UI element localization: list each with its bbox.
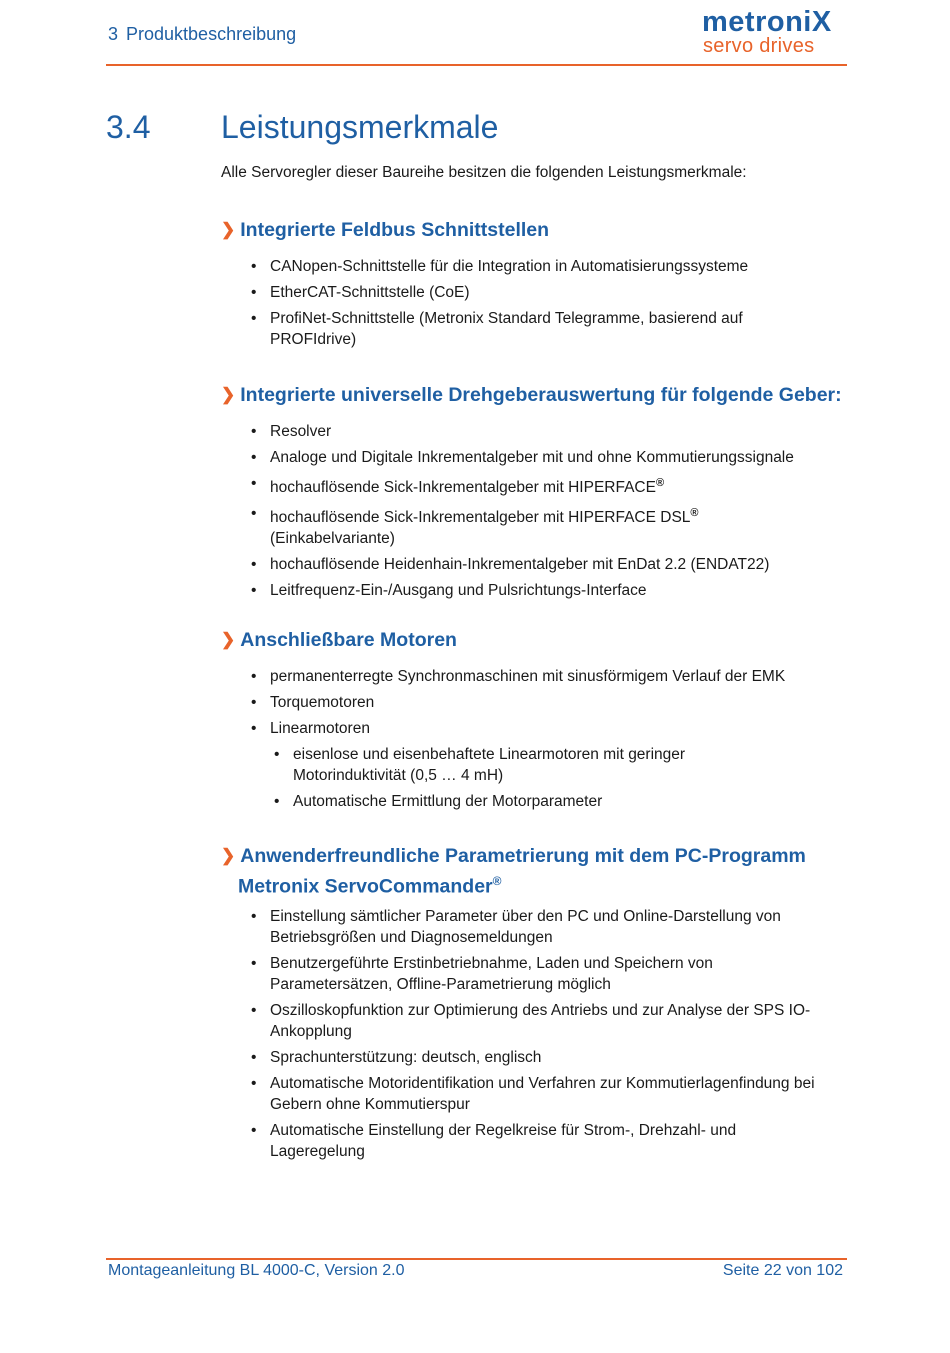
- list-item: [250, 503, 840, 549]
- list-item: • Sprachunterstützung: deutsch, englisch: [250, 1047, 840, 1068]
- list-item: • EtherCAT-Schnittstelle (CoE): [250, 282, 840, 303]
- bullet-list-fieldbus: [250, 256, 840, 355]
- chapter-number: 3: [108, 24, 119, 44]
- list-item: • Leitfrequenz-Ein-/Ausgang und Pulsrichtungs-Interface: [250, 580, 840, 601]
- page-number: Seite 22 von 102: [722, 1262, 843, 1279]
- subheading-encoder: [221, 383, 842, 408]
- chevron-right-icon: ❯: [221, 846, 236, 865]
- list-item: • Automatische Einstellung der Regelkreise für Strom-, Drehzahl- und Lageregelung: [250, 1120, 790, 1162]
- header-divider: [106, 64, 847, 66]
- chevron-right-icon: ❯: [221, 220, 236, 239]
- list-item: • Einstellung sämtlicher Parameter über den PC und Online-Darstellung von Betriebsgrößen und Diagnosemeldungen: [250, 906, 830, 948]
- metronix-logo: [702, 6, 850, 58]
- list-item: • Oszilloskopfunktion zur Optimierung des Antriebs und zur Analyse der SPS IO-Ankopplung: [250, 1000, 840, 1042]
- list-item: • Analoge und Digitale Inkrementalgeber mit und ohne Kommutierungssignale: [250, 447, 840, 468]
- list-item: • Resolver: [250, 421, 840, 442]
- subheading-parametrization: [221, 844, 806, 900]
- section-title: Leistungsmerkmale: [221, 109, 499, 145]
- subheading-text: Integrierte universelle Drehgeberauswertung für folgende Geber:: [240, 384, 842, 406]
- list-item: • Linearmotoren: [250, 718, 840, 739]
- bullet-list-encoder: [250, 421, 840, 606]
- registered-mark: ®: [690, 507, 699, 520]
- logo-tagline: servo drives: [703, 35, 815, 57]
- footer-document-title: Montageanleitung BL 4000-C, Version 2.0: [108, 1262, 405, 1279]
- subheading-text: Anwenderfreundliche Parametrierung mit dem PC-Programm: [240, 845, 806, 867]
- subheading-text: Integrierte Feldbus Schnittstellen: [240, 219, 550, 241]
- subheading-text-line2: Metronix ServoCommander: [238, 875, 493, 898]
- bullet-list-parametrization: [250, 906, 840, 1167]
- chevron-right-icon: ❯: [221, 630, 236, 649]
- list-item: • Benutzergeführte Erstinbetriebnahme, Laden und Speichern von Parametersätzen, Offline-Parametrierung möglich: [250, 953, 770, 995]
- registered-mark: ®: [492, 874, 502, 888]
- logo-wordmark: metroniX: [702, 6, 832, 38]
- bullet-list-motors: [250, 666, 840, 817]
- list-item: [250, 473, 840, 498]
- registered-mark: ®: [655, 477, 665, 489]
- sub-list-item: • Automatische Ermittlung der Motorparameter: [250, 791, 840, 812]
- section-intro: Alle Servoregler dieser Baureihe besitzen die folgenden Leistungsmerkmale:: [221, 164, 747, 181]
- list-item: • Torquemotoren: [250, 692, 840, 713]
- subheading-text: Anschließbare Motoren: [240, 629, 457, 651]
- list-item: • hochauflösende Heidenhain-Inkrementalgeber mit EnDat 2.2 (ENDAT22): [250, 554, 840, 575]
- chapter-title: Produktbeschreibung: [126, 24, 297, 44]
- list-item: • ProfiNet-Schnittstelle (Metronix Standard Telegramme, basierend auf PROFIdrive): [250, 308, 780, 350]
- list-item: • Automatische Motoridentifikation und Verfahren zur Kommutierlagenfindung bei Gebern ohne Kommutierspur: [250, 1073, 850, 1115]
- footer-divider: [106, 1258, 847, 1260]
- running-header: [108, 24, 296, 45]
- list-item: • permanenterregte Synchronmaschinen mit sinusförmigem Verlauf der EMK: [250, 666, 840, 687]
- list-item-text: (Einkabelvariante): [270, 530, 395, 548]
- list-item: • CANopen-Schnittstelle für die Integration in Automatisierungssysteme: [250, 256, 840, 277]
- section-number: 3.4: [106, 109, 151, 145]
- list-item-text: hochauflösende Sick-Inkrementalgeber mit HIPERFACE: [270, 479, 656, 497]
- subheading-motors: [221, 628, 457, 653]
- list-item-text: hochauflösende Sick-Inkrementalgeber mit HIPERFACE DSL: [270, 509, 691, 527]
- subheading-fieldbus: [221, 218, 549, 243]
- chevron-right-icon: ❯: [221, 385, 236, 404]
- sub-list-item: • eisenlose und eisenbehaftete Linearmotoren mit geringer Motorinduktivität (0,5 … 4 mH): [250, 744, 713, 786]
